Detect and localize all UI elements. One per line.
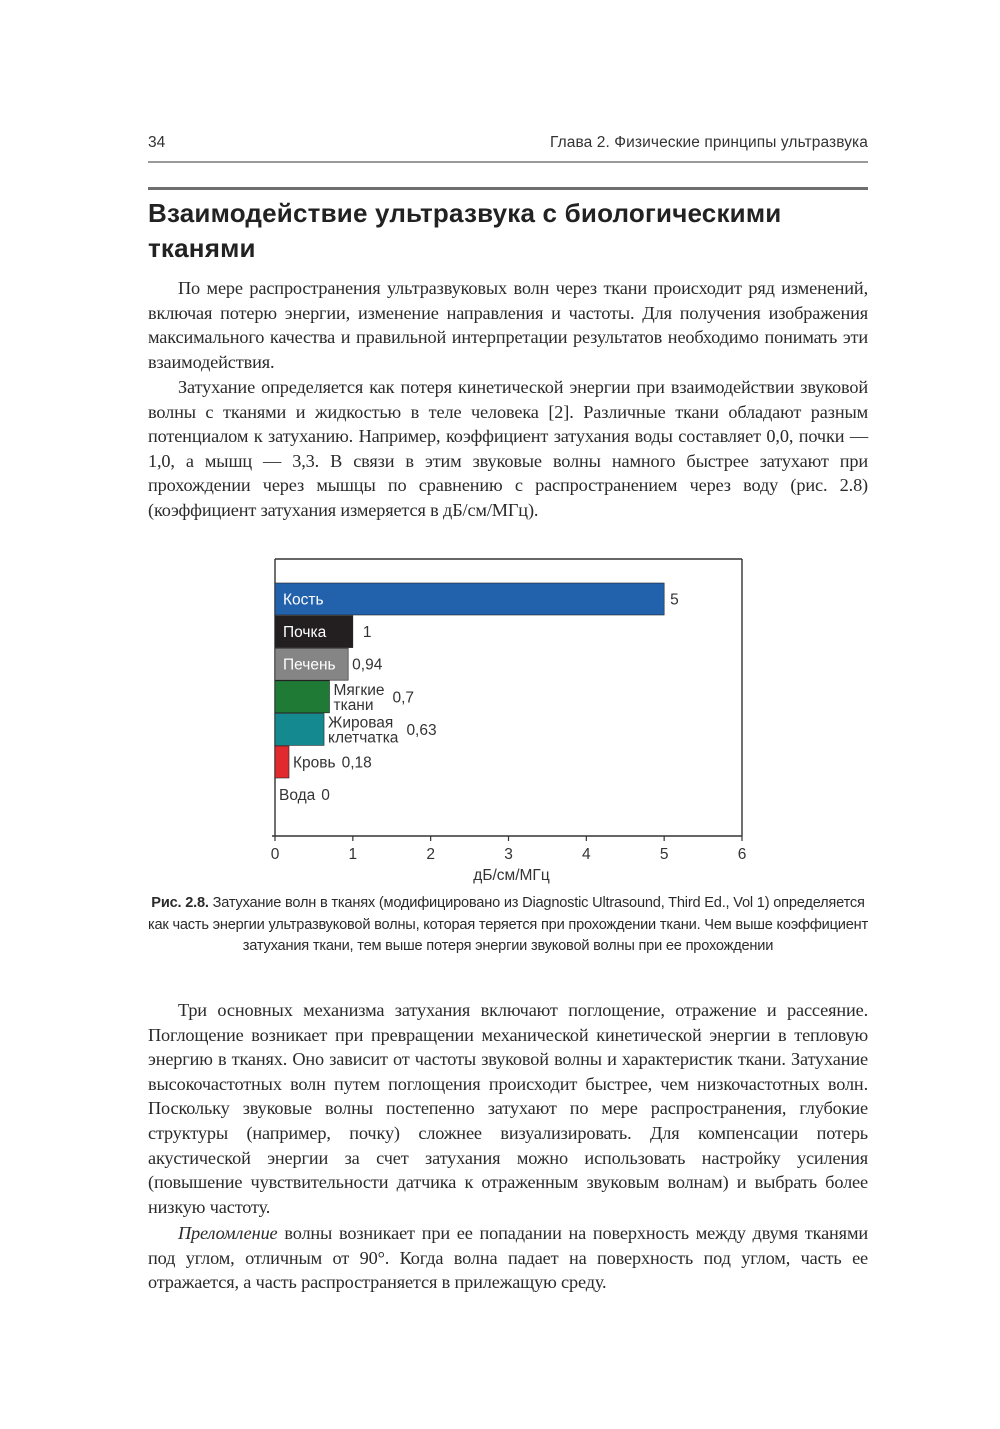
value-label-1: 1 bbox=[362, 624, 372, 642]
bar-5 bbox=[275, 746, 289, 778]
bar-label-6: Вода bbox=[279, 787, 316, 805]
bar-0 bbox=[275, 583, 664, 615]
x-axis-title: дБ/см/МГц bbox=[473, 867, 550, 884]
value-label-6: 0 bbox=[321, 787, 330, 805]
chart-canvas bbox=[240, 550, 780, 890]
x-tick-label-2: 2 bbox=[426, 846, 435, 863]
bar-label-5: Кровь bbox=[293, 754, 336, 772]
bar-label-0: Кость bbox=[283, 591, 324, 609]
value-label-3: 0,7 bbox=[392, 689, 415, 707]
running-header bbox=[148, 134, 868, 156]
figure-caption bbox=[148, 893, 868, 958]
header-divider bbox=[148, 161, 868, 163]
attenuation-chart bbox=[240, 550, 780, 890]
bar-label-4-line-1: клетчатка bbox=[328, 729, 399, 747]
bar-label-4-line-0: Жировая bbox=[328, 714, 394, 732]
bar-3 bbox=[275, 681, 329, 713]
value-label-0: 5 bbox=[670, 591, 679, 609]
x-tick-label-3: 3 bbox=[504, 846, 513, 863]
value-label-4: 0,63 bbox=[406, 721, 437, 739]
paragraph-refraction-text: волны возникает при ее попадании на поверхность между двумя тканями под углом, отличным от 90°. Когда волна падает на поверхность под углом, часть ее отражается, а часть распространяется в прилежащую среду. bbox=[148, 1223, 868, 1293]
x-tick-label-4: 4 bbox=[582, 846, 591, 863]
paragraph-intro: По мере распространения ультразвуковых волн через ткани происходит ряд изменений, включая потерю энергии, изменение направления и частоты. Для получения изображения максимального качества и правильной интерпретации результатов необходимо понимать эти взаимодействия. bbox=[148, 278, 868, 372]
x-tick-label-6: 6 bbox=[737, 846, 747, 863]
section-divider bbox=[148, 187, 868, 190]
paragraph-mechanisms: Три основных механизма затухания включают поглощение, отражение и рассеяние. Поглощение возникает при превращении механической кинетической энергии в тепловую энергию в тканях. Оно зависит от частоты звуковой волны и характеристик ткани. Затухание высокочастотных волн путем поглощения происходит быстрее, чем низкочастотных волн. Поскольку звуковые волны постепенно затухают по мере распространения, глубокие структуры (например, почку) сложнее визуализировать. Для компенсации потерь акустической энергии за счет затухания можно использовать настройку усиления (повышение чувствительности датчика к отраженным звуковым волнам) и выбрать более низкую частоту. bbox=[148, 1000, 868, 1217]
section-title: Взаимодействие ультразвука с биологическими тканями bbox=[148, 198, 782, 263]
value-label-5: 0,18 bbox=[341, 754, 372, 772]
bar-label-3-line-1: ткани bbox=[333, 696, 374, 714]
caption-label: Рис. 2.8. bbox=[151, 895, 209, 911]
bar-label-3-line-0: Мягкие bbox=[333, 681, 385, 699]
bar-label-1: Почка bbox=[283, 624, 327, 642]
caption-text: Затухание волн в тканях (модифицировано из Diagnostic Ultrasound, Third Ed., Vol 1) определяется как часть энергии ультразвуковой волны, которая теряется при прохождении ткани. Чем выше коэффициент затухания ткани, тем выше потеря энергии звуковой волны при ее прохождении bbox=[148, 895, 868, 955]
page-number: 34 bbox=[148, 134, 166, 151]
chapter-title: Глава 2. Физические принципы ультразвука bbox=[549, 134, 868, 151]
paragraph-refraction bbox=[148, 1221, 868, 1295]
paragraph-attenuation: Затухание определяется как потеря кинетической энергии при взаимодействии звуковой волны с тканями и жидкостью в теле человека [2]. Различные ткани обладают разным потенциалом к затуханию. Например, коэффициент затухания воды составляет 0,0, почки — 1,0, а мышц — 3,3. В связи в этим звуковые волны намного быстрее затухают при прохождении через мышцы по сравнению с распространением через воду (рис. 2.8) (коэффициент затухания измеряется в дБ/см/МГц). bbox=[148, 377, 868, 520]
bar-4 bbox=[275, 713, 324, 745]
term-refraction: Преломление bbox=[178, 1223, 278, 1243]
value-label-2: 0,94 bbox=[352, 656, 383, 674]
bar-label-2: Печень bbox=[283, 656, 336, 674]
x-tick-label-1: 1 bbox=[348, 846, 358, 863]
x-tick-label-0: 0 bbox=[270, 846, 280, 863]
x-tick-label-5: 5 bbox=[659, 846, 669, 863]
